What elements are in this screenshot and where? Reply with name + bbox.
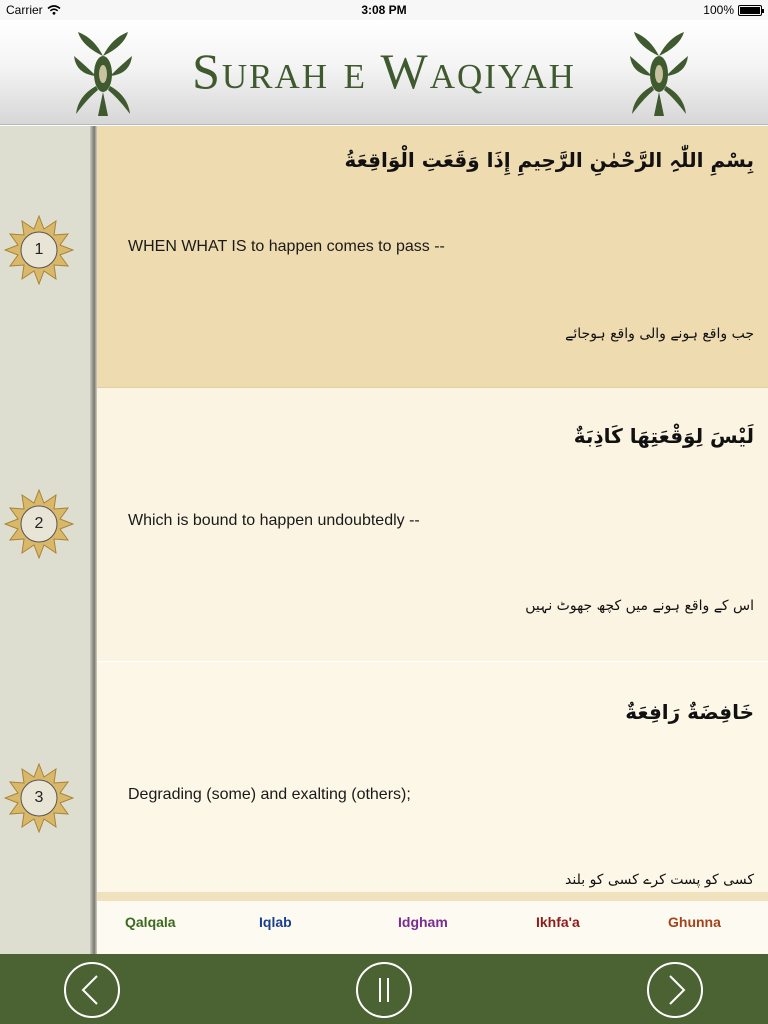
pause-button[interactable] [356,962,412,1018]
verse-number: 3 [34,789,44,806]
verse-english-translation: Degrading (some) and exalting (others); [128,786,411,803]
previous-button[interactable] [64,962,120,1018]
legend-item-qalqala: Qalqala [125,914,176,930]
verse-english-translation: Which is bound to happen undoubtedly -- [128,512,420,529]
pause-icon [358,964,410,1016]
rail-divider [90,126,97,954]
next-button[interactable] [647,962,703,1018]
app-header [0,20,768,125]
verse-urdu-translation: اس کے واقع ہونے میں کچھ جھوٹ نہیں [525,598,754,614]
verse-number-medallion [4,489,74,559]
status-right [703,3,762,17]
verse-card[interactable] [97,126,768,388]
verse-number-rail [0,126,96,954]
status-bar [0,0,768,20]
legend-item-ghunna: Ghunna [668,914,721,930]
chevron-right-icon [649,964,701,1016]
verse-number: 2 [34,515,44,532]
verse-number-medallion [4,215,74,285]
verse-number-medallion [4,763,74,833]
verse-urdu-translation: جب واقع ہونے والی واقع ہوجائے [565,326,754,342]
battery-fill [740,7,760,14]
playback-toolbar [0,954,768,1024]
verse-urdu-translation: کسی کو پست کرے کسی کو بلند [565,872,754,888]
tajweed-legend [97,892,768,954]
verse-arabic-text: لَيْسَ لِوَقْعَتِهَا كَاذِبَةٌ [573,424,754,448]
floral-ornament-icon [628,26,690,118]
verse-arabic-text: خَافِضَةٌ رَافِعَةٌ [625,700,754,724]
legend-item-idgham: Idgham [398,914,448,930]
carrier-label: Carrier [6,3,43,17]
verse-english-translation: WHEN WHAT IS to happen comes to pass -- [128,238,445,255]
verse-number: 1 [34,241,44,258]
battery-icon [738,5,762,16]
battery-percent: 100% [703,3,734,17]
verse-card[interactable] [97,662,768,892]
verse-arabic-text: بِسْمِ اللّٰہِ الرَّحْمٰنِ الرَّحِیمِ إِذَا وَقَعَتِ الْوَاقِعَةُ [344,148,754,172]
verse-card[interactable] [97,388,768,661]
chevron-left-icon [66,964,118,1016]
page-title: Surah e Waqiyah [192,43,576,99]
legend-item-iqlab: Iqlab [259,914,292,930]
legend-item-ikhfaa: Ikhfa'a [536,914,580,930]
status-time: 3:08 PM [361,3,407,17]
